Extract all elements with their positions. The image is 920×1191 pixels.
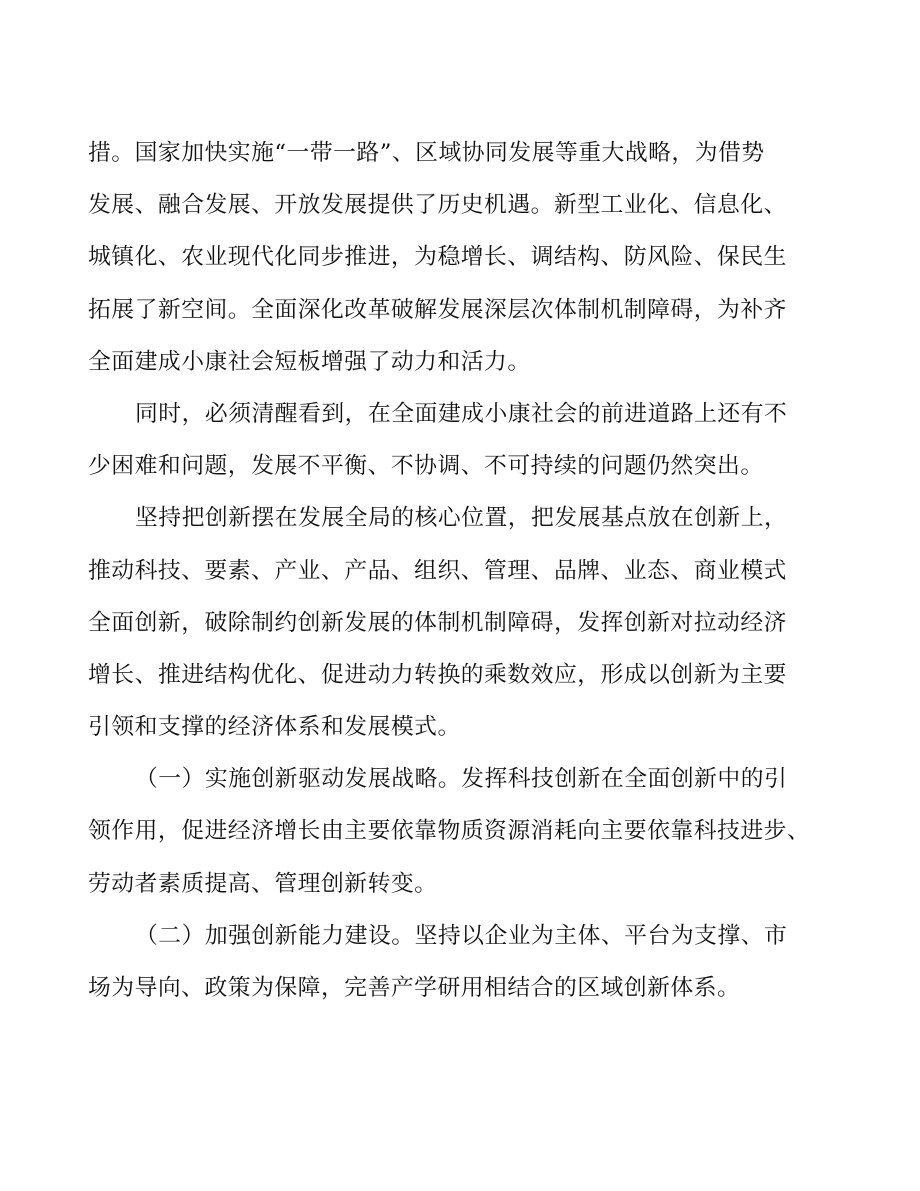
text-line: 推动科技、要素、产业、产品、组织、管理、品牌、业态、商业模式 [88,557,787,584]
text-line: 场为导向、政策为保障，完善产学研用相结合的区域创新体系。 [88,975,741,1001]
text-line: 措。国家加快实施“一带一路”、区域协同发展等重大战略，为借势 [88,140,765,166]
paragraph-opportunities [88,127,828,388]
text-line: 同时，必须清醒看到，在全面建成小康社会的前进道路上还有不 [135,400,788,427]
text-line: 拓展了新空间。全面深化改革破解发展深层次体制机制障碍，为补齐 [88,296,787,323]
text-line: 全面创新，破除制约创新发展的体制机制障碍，发挥创新对拉动经济 [88,609,787,636]
text-line: 发展、融合发展、开放发展提供了历史机遇。新型工业化、信息化、 [88,192,787,219]
paragraph-innovation-core [88,492,828,753]
paragraph-section-two [88,910,828,1014]
text-line: 劳动者素质提高、管理创新转变。 [88,870,438,897]
paragraph-challenges [88,388,828,492]
text-line: 增长、推进结构优化、促进动力转换的乘数效应，形成以创新为主要 [88,661,787,688]
text-line: （一）实施创新驱动发展战略。发挥科技创新在全面创新中的引 [135,766,788,793]
text-line: 全面建成小康社会短板增强了动力和活力。 [88,348,531,375]
document-body [88,127,828,1014]
text-line: （二）加强创新能力建设。坚持以企业为主体、平台为支撑、市 [135,922,788,949]
text-line: 城镇化、农业现代化同步推进，为稳增长、调结构、防风险、保民生 [88,244,787,271]
text-line: 领作用，促进经济增长由主要依靠物质资源消耗向主要依靠科技进步、 [88,818,811,845]
text-line: 坚持把创新摆在发展全局的核心位置，把发展基点放在创新上， [135,505,788,532]
paragraph-section-one [88,753,828,910]
text-line: 少困难和问题，发展不平衡、不协调、不可持续的问题仍然突出。 [88,453,764,480]
text-line: 引领和支撑的经济体系和发展模式。 [88,714,461,741]
